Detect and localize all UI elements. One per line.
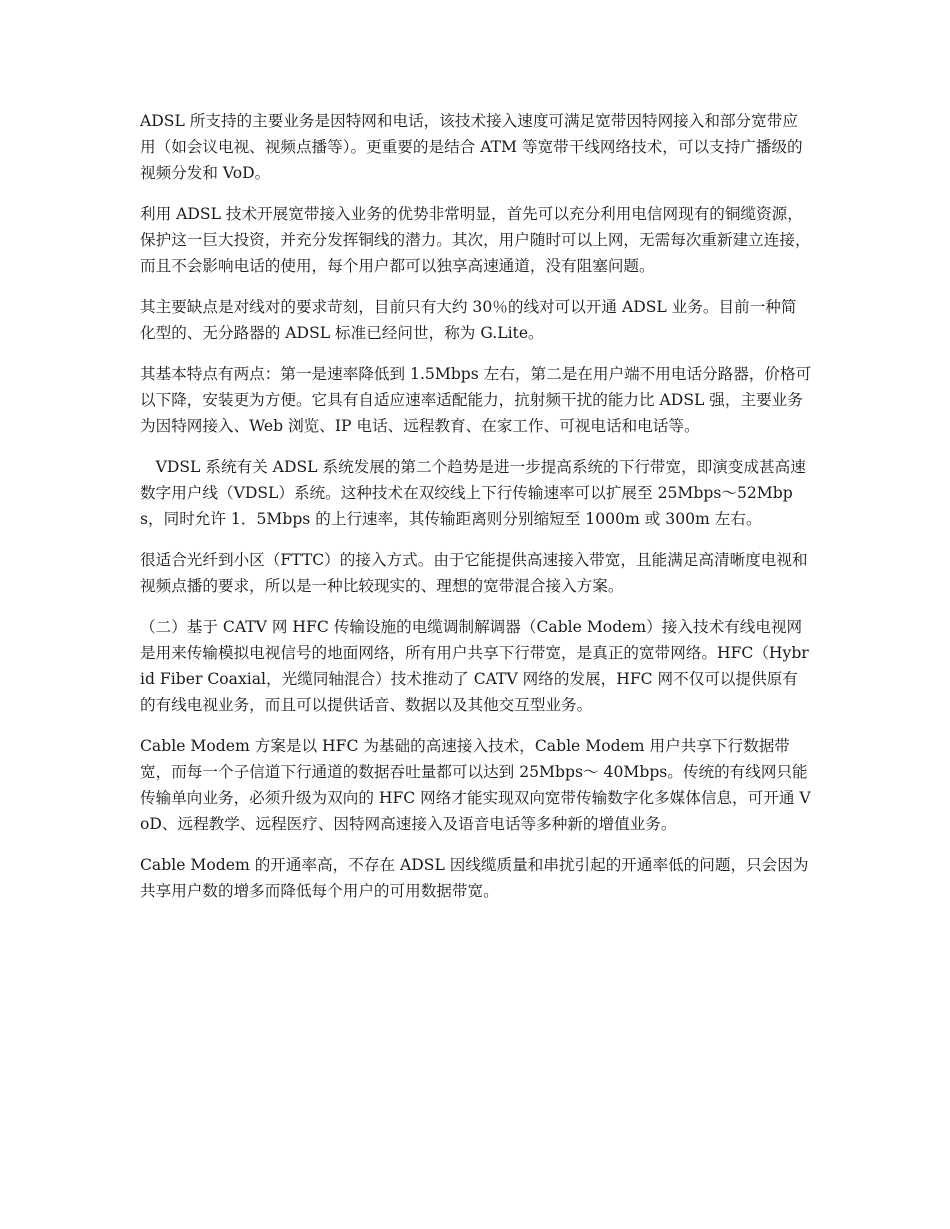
- paragraph-cable-modem-scheme: Cable Modem 方案是以 HFC 为基础的高速接入技术，Cable Modem 用户共享下行数据带宽，而每一个子信道下行通道的数据吞吐量都可以达到 25Mbps～ 40Mbps。传统的有线网只能传输单向业务，必须升级为双向的 HFC 网络才能实现双向宽带传输数字化多媒体信息，可开通 VoD、远程教学、远程医疗、因特网高速接入及语音电话等多种新的增值业务。: [140, 737, 811, 833]
- paragraph-fttc: 很适合光纤到小区（FTTC）的接入方式。由于它能提供高速接入带宽，且能满足高清晰度电视和视频点播的要求，所以是一种比较现实的、理想的宽带混合接入方案。: [140, 551, 808, 595]
- paragraph-vdsl: VDSL 系统有关 ADSL 系统发展的第二个趋势是进一步提高系统的下行带宽，即演变成甚高速数字用户线（VDSL）系统。这种技术在双绞线上下行传输速率可以扩展至 25Mbps～52Mbps，同时允许 1．5Mbps 的上行速率，其传输距离则分别缩短至 1000m 或 300m 左右。: [140, 458, 806, 528]
- paragraph-adsl-services: ADSL 所支持的主要业务是因特网和电话，该技术接入速度可满足宽带因特网接入和部分宽带应用（如会议电视、视频点播等）。更重要的是结合 ATM 等宽带干线网络技术，可以支持广播级的视频分发和 VoD。: [140, 112, 803, 182]
- paragraph-cable-modem-rate: Cable Modem 的开通率高，不存在 ADSL 因线缆质量和串扰引起的开通率低的问题，只会因为共享用户数的增多而降低每个用户的可用数据带宽。: [140, 856, 809, 900]
- paragraph-adsl-advantages: 利用 ADSL 技术开展宽带接入业务的优势非常明显，首先可以充分利用电信网现有的铜缆资源，保护这一巨大投资，并充分发挥铜线的潜力。其次，用户随时可以上网，无需每次重新建立连接，而且不会影响电话的使用，每个用户都可以独享高速通道，没有阻塞问题。: [140, 205, 811, 275]
- document-page: [140, 108, 812, 919]
- paragraph-glite-features: 其基本特点有两点：第一是速率降低到 1.5Mbps 左右，第二是在用户端不用电话分路器，价格可以下降，安装更为方便。它具有自适应速率适配能力，抗射频干扰的能力比 ADSL 强，主要业务为因特网接入、Web 浏览、IP 电话、远程教育、在家工作、可视电话和电话等。: [140, 365, 812, 435]
- paragraph-adsl-drawbacks: 其主要缺点是对线对的要求苛刻，目前只有大约 30％的线对可以开通 ADSL 业务。目前一种简化型的、无分路器的 ADSL 标准已经问世，称为 G.Lite。: [140, 298, 797, 342]
- paragraph-catv-hfc: （二）基于 CATV 网 HFC 传输设施的电缆调制解调器（Cable Modem）接入技术有线电视网是用来传输模拟电视信号的地面网络，所有用户共享下行带宽，是真正的宽带网络。HFC（Hybrid Fiber Coaxial，光缆同轴混合）技术推动了 CATV 网络的发展，HFC 网不仅可以提供原有的有线电视业务，而且可以提供话音、数据以及其他交互型业务。: [140, 618, 809, 714]
